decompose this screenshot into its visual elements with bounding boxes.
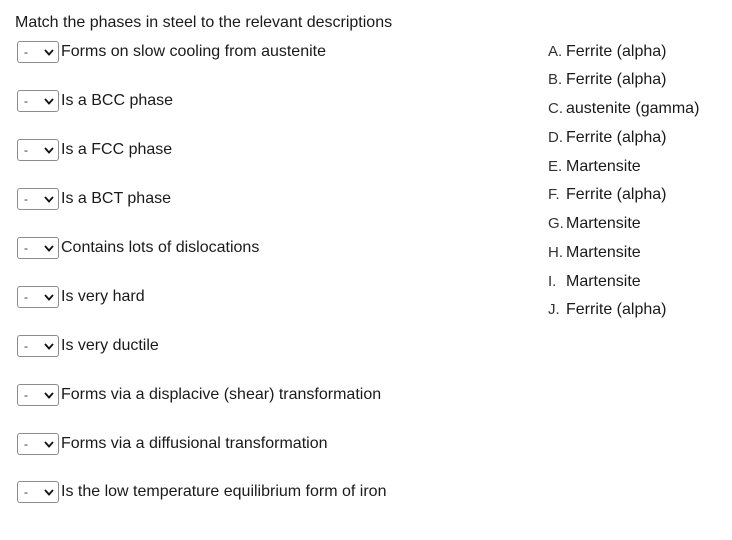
statement-text: Contains lots of dislocations [61, 239, 260, 256]
statement-text: Is a FCC phase [61, 141, 173, 158]
dropdown-value: - [24, 192, 28, 206]
answer-dropdown[interactable] [17, 188, 59, 210]
option-item [548, 157, 641, 177]
option-text: Ferrite (alpha) [566, 71, 667, 88]
dropdown-value: - [24, 45, 28, 59]
chevron-down-icon [44, 487, 54, 497]
option-item [548, 214, 641, 234]
option-item [548, 70, 666, 90]
statement-text: Forms via a displacive (shear) transformation [61, 386, 382, 403]
option-text: austenite (gamma) [566, 100, 700, 117]
option-item [548, 42, 666, 62]
statement-text: Is a BCC phase [61, 92, 174, 109]
option-text: Ferrite (alpha) [566, 301, 667, 318]
chevron-down-icon [44, 194, 54, 204]
dropdown-value: - [24, 437, 28, 451]
dropdown-value: - [24, 143, 28, 157]
option-text: Martensite [566, 244, 641, 261]
answer-dropdown[interactable] [17, 90, 59, 112]
dropdown-value: - [24, 485, 28, 499]
option-letter: I. [548, 273, 557, 290]
option-item [548, 128, 666, 148]
chevron-down-icon [44, 390, 54, 400]
option-text: Ferrite (alpha) [566, 186, 667, 203]
option-letter: H. [548, 244, 563, 261]
chevron-down-icon [44, 145, 54, 155]
match-row [17, 138, 172, 162]
option-text: Martensite [566, 273, 641, 290]
option-item [548, 99, 699, 119]
statement-text: Is very ductile [61, 337, 159, 354]
chevron-down-icon [44, 243, 54, 253]
chevron-down-icon [44, 341, 54, 351]
statement-text: Forms on slow cooling from austenite [61, 43, 326, 60]
match-row [17, 285, 145, 309]
dropdown-value: - [24, 388, 28, 402]
chevron-down-icon [44, 292, 54, 302]
option-item [548, 272, 641, 292]
answer-dropdown[interactable] [17, 433, 59, 455]
option-text: Martensite [566, 158, 641, 175]
dropdown-value: - [24, 339, 28, 353]
option-item [548, 300, 666, 320]
option-letter: G. [548, 215, 564, 232]
option-text: Ferrite (alpha) [566, 129, 667, 146]
statement-text: Is the low temperature equilibrium form of iron [61, 483, 387, 500]
answer-dropdown[interactable] [17, 139, 59, 161]
answer-dropdown[interactable] [17, 286, 59, 308]
match-row [17, 40, 326, 64]
dropdown-value: - [24, 241, 28, 255]
option-text: Martensite [566, 215, 641, 232]
option-letter: C. [548, 100, 563, 117]
dropdown-value: - [24, 290, 28, 304]
match-row [17, 480, 386, 504]
statement-text: Is a BCT phase [61, 190, 171, 207]
answer-dropdown[interactable] [17, 41, 59, 63]
match-row [17, 432, 327, 456]
option-text: Ferrite (alpha) [566, 43, 667, 60]
match-row [17, 89, 173, 113]
option-letter: A. [548, 43, 563, 60]
answer-dropdown[interactable] [17, 237, 59, 259]
chevron-down-icon [44, 96, 54, 106]
option-item [548, 185, 666, 205]
option-letter: E. [548, 158, 563, 175]
answer-dropdown[interactable] [17, 481, 59, 503]
option-letter: F. [548, 186, 560, 203]
answer-dropdown[interactable] [17, 335, 59, 357]
option-item [548, 243, 641, 263]
option-letter: B. [548, 71, 563, 88]
chevron-down-icon [44, 439, 54, 449]
statement-text: Forms via a diffusional transformation [61, 435, 328, 452]
statement-text: Is very hard [61, 288, 145, 305]
dropdown-value: - [24, 94, 28, 108]
question-text: Match the phases in steel to the relevant descriptions [15, 14, 393, 31]
match-row [17, 187, 171, 211]
match-row [17, 236, 259, 260]
option-letter: J. [548, 301, 560, 318]
option-letter: D. [548, 129, 563, 146]
match-row [17, 383, 381, 407]
chevron-down-icon [44, 47, 54, 57]
match-row [17, 334, 159, 358]
answer-dropdown[interactable] [17, 384, 59, 406]
